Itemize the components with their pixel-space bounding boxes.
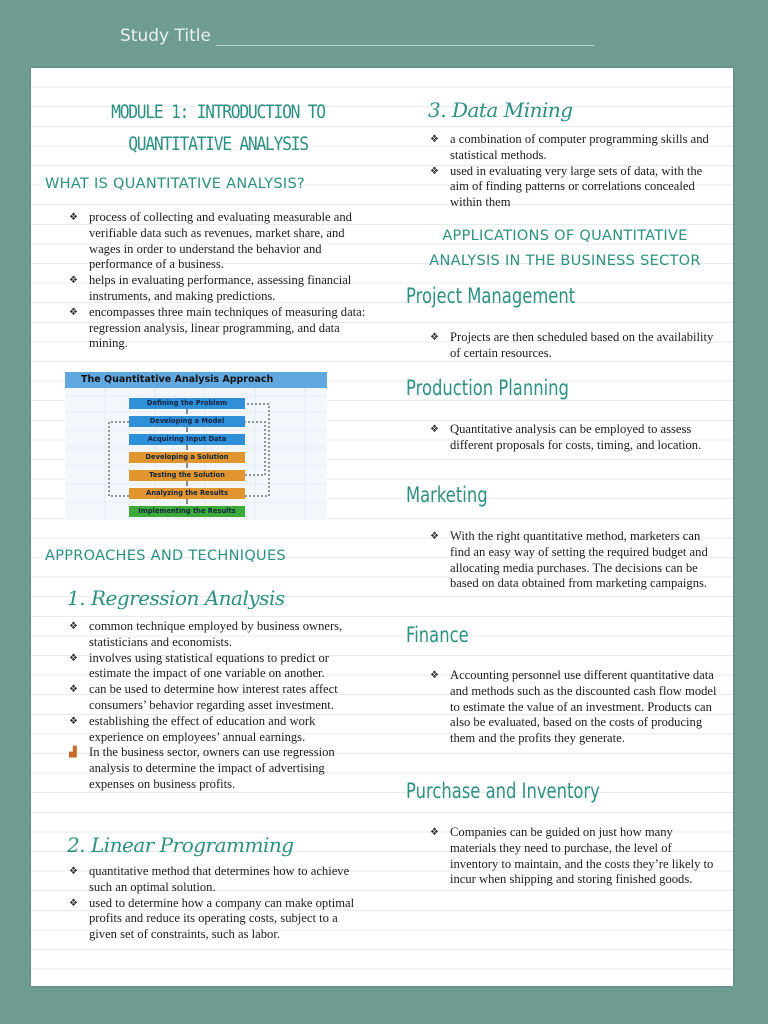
list-item: ❖ Projects are then scheduled based on the availability of certain resources.: [430, 330, 714, 360]
list-item: ❖ can be used to determine how interest rates affect consumers’ behavior regarding asset investment.: [69, 682, 338, 712]
list-item: ❖ common technique employed by business owners, statisticians and economists.: [69, 619, 343, 649]
diamond-bullet-icon: ❖: [430, 134, 439, 145]
module-title: MODULE 1: INTRODUCTION TO QUANTITATIVE ANALYSIS: [111, 101, 325, 155]
list-item: ❖ Accounting personnel use different quantitative data and methods such as the discounted cash flow model to estimate the value of an investment. Products can also be evaluated, based on the costs of producing them and the profits they generate.: [430, 668, 717, 746]
step-testing-solution: Testing the Solution: [129, 470, 245, 481]
step-acquiring-input-data: Acquiring Input Data: [129, 434, 245, 445]
diamond-bullet-icon: ❖: [430, 531, 439, 542]
diamond-bullet-icon: ❖: [430, 165, 439, 177]
list-item: ❖ Companies can be guided on just how many materials they need to purchase, the level of inventory to maintain, and the costs they’re likely to incur when shipping and storing finished goods.: [430, 825, 714, 887]
regression-list: [67, 619, 367, 793]
project-management-heading: Project Management: [406, 284, 576, 308]
list-item: ❖ helps in evaluating performance, assessing financial instruments, and making predictions.: [69, 273, 352, 303]
diamond-bullet-icon: ❖: [69, 212, 78, 223]
diamond-bullet-icon: ❖: [69, 275, 78, 287]
list-item: ❖ used in evaluating very large sets of data, with the aim of finding patterns or correlations concealed within them: [430, 163, 703, 210]
marketing-heading: Marketing: [406, 483, 488, 507]
purchase-inventory-list: [428, 825, 722, 888]
linear-programming-heading: 2. Linear Programming: [67, 833, 294, 857]
diamond-bullet-icon: ❖: [430, 670, 439, 681]
diamond-bullet-icon: ❖: [69, 715, 78, 727]
finance-heading: Finance: [406, 623, 469, 647]
diagram-title: The Quantitative Analysis Approach: [65, 372, 327, 388]
diamond-bullet-icon: ❖: [69, 652, 78, 664]
step-defining-problem: Defining the Problem: [129, 398, 245, 409]
diamond-bullet-icon: ❖: [430, 827, 439, 838]
list-item: ❖ involves using statistical equations to predict or estimate the impact of one variable on another.: [69, 650, 329, 681]
approaches-heading: APPROACHES AND TECHNIQUES: [45, 548, 286, 564]
finance-list: [428, 668, 722, 747]
data-mining-heading: 3. Data Mining: [428, 98, 573, 122]
diamond-bullet-icon: ❖: [430, 424, 439, 435]
study-title: Study Title: [120, 26, 211, 46]
list-item: ❖ establishing the effect of education and work experience on employees’ annual earnings.: [69, 713, 316, 744]
list-item: ❖ process of collecting and evaluating measurable and verifiable data such as revenues, market share, and wages in order to understand the behavior and performance of a business.: [69, 210, 352, 272]
list-item: ❖ With the right quantitative method, marketers can find an easy way of setting the required budget and allocating media purchases. The decisions can be based on data obtained from marketing campaigns.: [430, 529, 708, 591]
diamond-bullet-icon: ❖: [430, 332, 439, 343]
flag-bullet-icon: ▟: [69, 747, 77, 759]
diamond-bullet-icon: ❖: [69, 897, 78, 909]
diamond-bullet-icon: ❖: [69, 621, 78, 632]
purchase-inventory-heading: Purchase and Inventory: [406, 779, 600, 803]
diamond-bullet-icon: ❖: [69, 866, 78, 877]
project-management-list: [428, 330, 722, 362]
linear-programming-list: [67, 864, 367, 943]
study-title-line: [216, 45, 594, 46]
what-is-heading: WHAT IS QUANTITATIVE ANALYSIS?: [45, 176, 305, 192]
marketing-list: [428, 529, 722, 592]
list-item: ❖ used to determine how a company can make optimal profits and reduce its operating costs, subject to a given set of constraints, such as labor.: [69, 895, 355, 942]
regression-heading: 1. Regression Analysis: [67, 586, 285, 610]
applications-heading: APPLICATIONS OF QUANTITATIVE ANALYSIS IN THE BUSINESS SECTOR: [429, 228, 701, 269]
list-item: ❖ a combination of computer programming skills and statistical methods.: [430, 132, 709, 162]
production-planning-list: [428, 422, 722, 454]
list-item: ❖ quantitative method that determines how to achieve such an optimal solution.: [69, 864, 350, 894]
diamond-bullet-icon: ❖: [69, 684, 78, 696]
step-developing-model: Developing a Model: [129, 416, 245, 427]
list-item: ❖ Quantitative analysis can be employed to assess different proposals for costs, timing, and location.: [430, 422, 702, 452]
production-planning-heading: Production Planning: [406, 376, 569, 400]
step-developing-solution: Developing a Solution: [129, 452, 245, 463]
list-item: ▟ In the business sector, owners can use regression analysis to determine the impact of advertising expenses on business profits.: [69, 745, 335, 791]
data-mining-list: [428, 132, 722, 211]
notes-page: [31, 68, 733, 986]
what-is-list: [67, 210, 367, 352]
step-analyzing-results: Analyzing the Results: [129, 488, 245, 499]
quantitative-approach-diagram: [65, 372, 327, 520]
diamond-bullet-icon: ❖: [69, 306, 78, 318]
step-implementing-results: Implementing the Results: [129, 506, 245, 517]
list-item: ❖ encompasses three main techniques of measuring data: regression analysis, linear programming, and data mining.: [69, 304, 366, 351]
